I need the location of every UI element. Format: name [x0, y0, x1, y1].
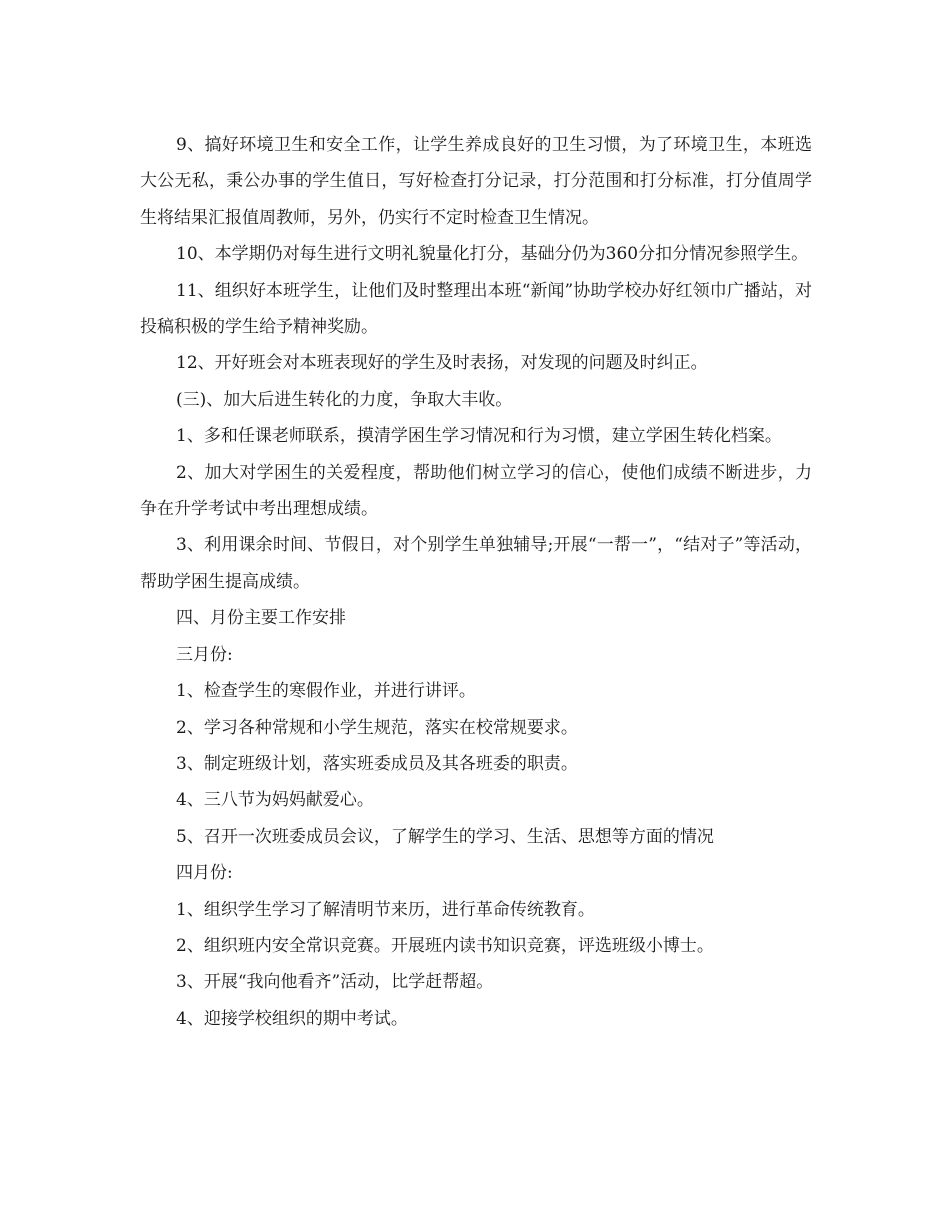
march-item-5: 5、召开一次班委成员会议，了解学生的学习、生活、思想等方面的情况 [176, 826, 714, 847]
paragraph-item-1: 1、多和任课老师联系，摸清学困生学习情况和行为习惯，建立学困生转化档案。 [176, 426, 782, 447]
april-item-2: 2、组织班内安全常识竞赛。开展班内读书知识竞赛，评选班级小博士。 [176, 935, 714, 956]
document-body [140, 127, 812, 1037]
april-item-4: 4、迎接学校组织的期中考试。 [176, 1008, 408, 1029]
section-heading-3: (三)、加大后进生转化的力度，争取大丰收。 [176, 389, 513, 410]
april-item-3: 3、开展“我向他看齐”活动，比学赶帮超。 [176, 972, 494, 993]
paragraph-item-12: 12、开好班会对本班表现好的学生及时表扬，对发现的问题及时纠正。 [176, 353, 708, 374]
section-heading-4: 四、月份主要工作安排 [176, 608, 346, 629]
month-heading-april: 四月份: [176, 863, 233, 884]
march-item-4: 4、三八节为妈妈献爱心。 [176, 790, 374, 811]
march-item-3: 3、制定班级计划，落实班委成员及其各班委的职责。 [176, 753, 578, 774]
paragraph-item-10: 10、本学期仍对每生进行文明礼貌量化打分，基础分仍为360分扣分情况参照学生。 [176, 244, 809, 265]
march-item-2: 2、学习各种常规和小学生规范，落实在校常规要求。 [176, 717, 578, 738]
april-item-1: 1、组织学生学习了解清明节来历，进行革命传统教育。 [176, 899, 595, 920]
paragraph-item-2: 2、加大对学困生的关爱程度，帮助他们树立学习的信心，使他们成绩不断进步，力争在升学考试中考出理想成绩。 [140, 462, 812, 520]
paragraph-item-9: 9、搞好环境卫生和安全工作，让学生养成良好的卫生习惯，为了环境卫生，本班选大公无私，秉公办事的学生值日，写好检查打分记录，打分范围和打分标准，打分值周学生将结果汇报值周教师，另外，仍实行不定时检查卫生情况。 [140, 135, 812, 228]
paragraph-item-3: 3、利用课余时间、节假日，对个别学生单独辅导;开展“一帮一”，“结对子”等活动，帮助学困生提高成绩。 [140, 535, 812, 592]
march-item-1: 1、检查学生的寒假作业，并进行讲评。 [176, 681, 476, 702]
paragraph-item-11: 11、组织好本班学生，让他们及时整理出本班“新闻”协助学校办好红领巾广播站，对投稿积极的学生给予精神奖励。 [140, 280, 812, 338]
month-heading-march: 三月份: [176, 644, 233, 665]
